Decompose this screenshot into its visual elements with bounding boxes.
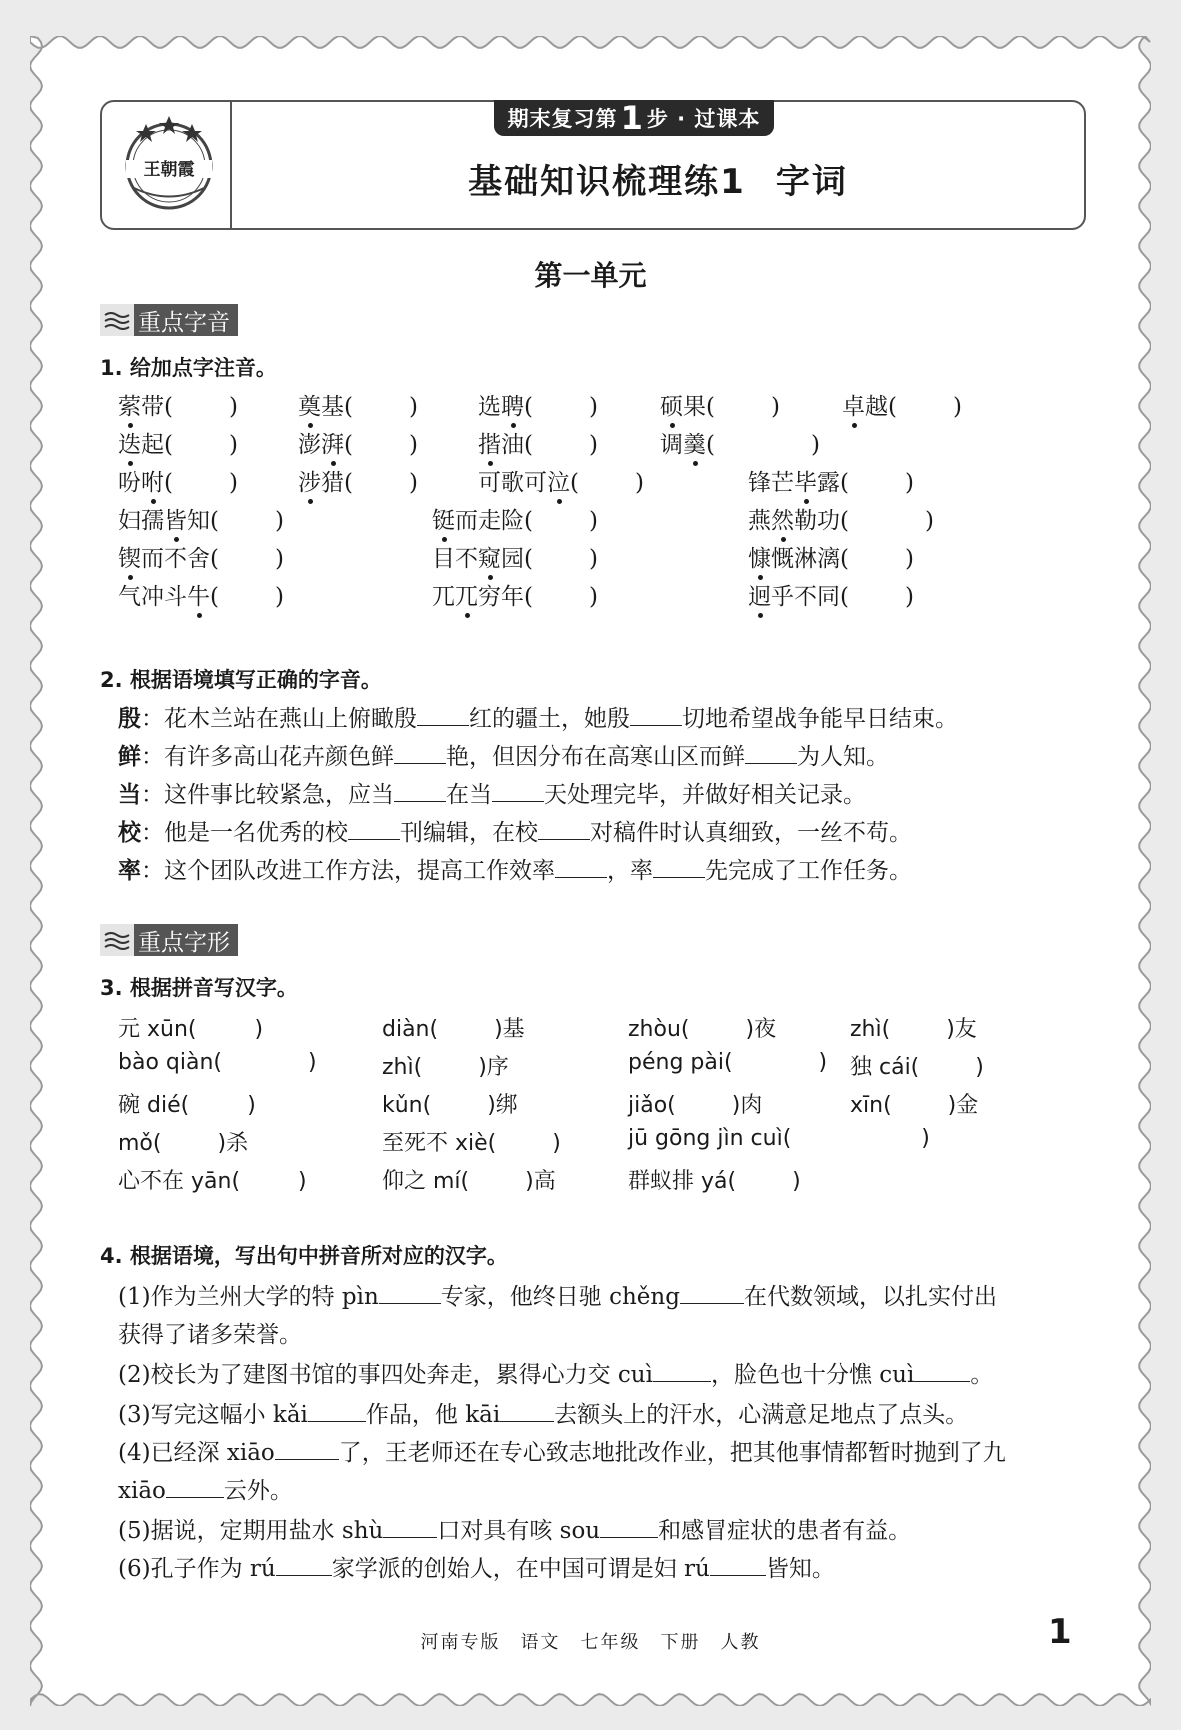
q1-item: 选聘( ) — [478, 388, 598, 421]
q4-line: (3)写完这幅小 kǎi 作品，他 kāi 去额头上的汗水，心满意足地点了点头。 — [118, 1396, 968, 1429]
q2-line: 校：他是一名优秀的校 刊编辑，在校 对稿件时认真细致，一丝不苟。 — [118, 819, 912, 846]
q3-item: zhì( )友 — [850, 1017, 977, 1042]
q4-line: (4)已经深 xiāo 了，王老师还在专心致志地批改作业，把其他事情都暂时抛到了九 — [118, 1434, 1006, 1467]
q1-item: 妇孺皆知( ) — [118, 502, 284, 535]
worksheet-page — [30, 36, 1151, 1706]
q3-item: jū gōng jìn cuì( ) — [628, 1126, 930, 1151]
answer-blank[interactable] — [492, 779, 544, 802]
section-glyph: 重点字形 — [100, 924, 238, 956]
header-box — [100, 100, 1086, 230]
answer-blank[interactable] — [166, 1475, 224, 1498]
q4-line: xiāo 云外。 — [118, 1472, 293, 1505]
answer-blank[interactable] — [394, 741, 446, 764]
answer-blank[interactable] — [653, 1359, 711, 1382]
unit-title: 第一单元 — [534, 259, 647, 292]
q3-item: xīn( )金 — [850, 1093, 979, 1118]
answer-blank[interactable] — [630, 703, 682, 726]
q3-item: mǒ( )杀 — [118, 1131, 249, 1156]
q1-item: 气冲斗牛( ) — [118, 578, 284, 611]
answer-blank[interactable] — [680, 1281, 744, 1304]
q4-line: (1)作为兰州大学的特 pìn 专家，他终日驰 chěng 在代数领域，以扎实付出 — [118, 1278, 997, 1311]
svg-text:王朝霞: 王朝霞 — [143, 160, 195, 180]
q3-item: zhòu( )夜 — [628, 1017, 777, 1042]
q3-item: 元 xūn( ) — [118, 1017, 264, 1042]
answer-blank[interactable] — [308, 1399, 366, 1422]
answer-blank[interactable] — [348, 817, 400, 840]
answer-blank[interactable] — [538, 817, 590, 840]
q1-item: 调羹( ) — [660, 426, 820, 459]
q1-item: 揩油( ) — [478, 426, 598, 459]
answer-blank[interactable] — [379, 1281, 441, 1304]
publisher-logo — [116, 110, 222, 216]
answer-blank[interactable] — [383, 1515, 437, 1538]
answer-blank[interactable] — [555, 855, 607, 878]
q4-line: 获得了诸多荣誉。 — [118, 1322, 302, 1348]
wave-icon — [100, 924, 134, 956]
q2-label: 率 — [118, 857, 141, 884]
answer-blank[interactable] — [500, 1399, 554, 1422]
q4-line: (6)孔子作为 rú 家学派的创始人，在中国可谓是妇 rú 皆知。 — [118, 1550, 835, 1583]
q1-item: 铤而走险( ) — [432, 502, 598, 535]
q3-item: péng pài( ) — [628, 1050, 828, 1075]
q2-label: 殷 — [118, 705, 141, 732]
q1-item: 涉猎( ) — [298, 464, 418, 497]
q4-line: (5)据说，定期用盐水 shù 口对具有咳 sou 和感冒症状的患者有益。 — [118, 1512, 911, 1545]
q1-item: 卓越( ) — [842, 388, 962, 421]
q1-item: 萦带( ) — [118, 388, 238, 421]
q2-line: 率：这个团队改进工作方法，提高工作效率 ，率 先完成了工作任务。 — [118, 857, 912, 884]
q3-item: 碗 dié( ) — [118, 1093, 256, 1118]
answer-blank[interactable] — [710, 1553, 766, 1576]
q2-line: 当：这件事比较紧急，应当 在当 天处理完毕，并做好相关记录。 — [118, 781, 866, 808]
q1-item: 兀兀穷年( ) — [432, 578, 598, 611]
footer-edition: 河南专版 语文 七年级 下册 人教 — [420, 1632, 761, 1653]
page-title: 基础知识梳理练1 字词 — [468, 162, 848, 202]
q1-item: 迥乎不同( ) — [748, 578, 914, 611]
q3-item: 至死不 xiè( ) — [382, 1131, 561, 1156]
q3-item: bào qiàn( ) — [118, 1050, 317, 1075]
q3-item: 群蚁排 yá( ) — [628, 1169, 801, 1194]
q4-line: (2)校长为了建图书馆的事四处奔走，累得心力交 cuì ，脸色也十分憔 cuì 。 — [118, 1356, 993, 1389]
q1-item: 硕果( ) — [660, 388, 780, 421]
answer-blank[interactable] — [745, 741, 797, 764]
q1-item: 澎湃( ) — [298, 426, 418, 459]
answer-blank[interactable] — [653, 855, 705, 878]
question-1-title: 1. 给加点字注音。 — [100, 356, 277, 380]
question-3-title: 3. 根据拼音写汉字。 — [100, 976, 298, 1000]
q2-line: 殷：花木兰站在燕山上俯瞰殷 红的疆土，她殷 切地希望战争能早日结束。 — [118, 705, 958, 732]
q3-item: kǔn( )绑 — [382, 1093, 518, 1118]
answer-blank[interactable] — [914, 1359, 970, 1382]
section-pronunciation: 重点字音 — [100, 304, 238, 336]
q3-item: 独 cái( ) — [850, 1055, 984, 1080]
q1-item: 吩咐( ) — [118, 464, 238, 497]
answer-blank[interactable] — [394, 779, 446, 802]
answer-blank[interactable] — [275, 1437, 339, 1460]
answer-blank[interactable] — [417, 703, 469, 726]
q1-item: 可歌可泣( ) — [478, 464, 644, 497]
answer-blank[interactable] — [276, 1553, 332, 1576]
q2-label: 鲜 — [118, 743, 141, 770]
page-number: 1 — [1048, 1612, 1072, 1652]
q3-item: diàn( )基 — [382, 1017, 525, 1042]
question-2-title: 2. 根据语境填写正确的字音。 — [100, 668, 382, 692]
q1-item: 锲而不舍( ) — [118, 540, 284, 573]
q3-item: zhì( )序 — [382, 1055, 509, 1080]
q1-item: 目不窥园( ) — [432, 540, 598, 573]
q1-item: 迭起( ) — [118, 426, 238, 459]
q1-item: 慷慨淋漓( ) — [748, 540, 914, 573]
answer-blank[interactable] — [600, 1515, 658, 1538]
q1-item: 锋芒毕露( ) — [748, 464, 914, 497]
q3-item: jiǎo( )肉 — [628, 1093, 763, 1118]
question-4-title: 4. 根据语境，写出句中拼音所对应的汉字。 — [100, 1244, 508, 1268]
q1-item: 燕然勒功( ) — [748, 502, 934, 535]
q2-label: 校 — [118, 819, 141, 846]
q3-item: 心不在 yān( ) — [118, 1169, 307, 1194]
q3-item: 仰之 mí( )高 — [382, 1169, 556, 1194]
q1-item: 奠基( ) — [298, 388, 418, 421]
q2-line: 鲜：有许多高山花卉颜色鲜 艳，但因分布在高寒山区而鲜 为人知。 — [118, 743, 889, 770]
q2-label: 当 — [118, 781, 141, 808]
wave-icon — [100, 304, 134, 336]
step-tab: 期末复习第 1 步 · 过课本 — [494, 100, 774, 136]
